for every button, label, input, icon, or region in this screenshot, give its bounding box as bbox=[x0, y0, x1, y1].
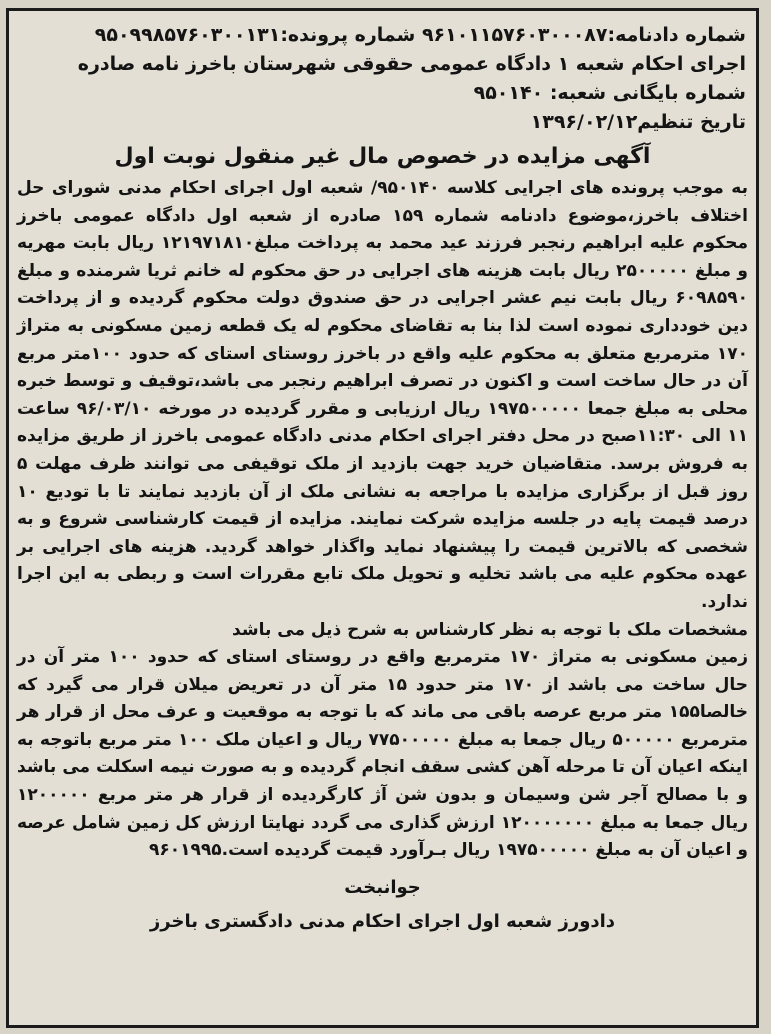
signer-organization: دادورز شعبه اول اجرای احکام مدنی دادگستری باخرز bbox=[149, 910, 616, 932]
legal-notice bbox=[6, 8, 759, 1028]
signer-name: جوانبخت bbox=[344, 876, 421, 898]
archive-number: شماره بایگانی شعبه: ۹۵۰۱۴۰ bbox=[473, 82, 746, 104]
notice-title: آگهی مزایده در خصوص مال غیر منقول نوبت اول bbox=[114, 144, 651, 169]
issue-date: تاریخ تنظیم۱۳۹۶/۰۲/۱۲ bbox=[530, 111, 746, 133]
notice-body bbox=[9, 175, 756, 865]
auction-paragraph: به موجب پرونده های اجرایی کلاسه ۹۵۰۱۴۰/ شعبه اول اجرای احکام مدنی شورای حل اختلاف باخرز،موضوع دادنامه شماره ۱۵۹ صادره از شعبه اول دادگاه عمومی باخرز محکوم علیه ابراهیم رنجبر فرزند عید محمد به پرداخت مبلغ۱۲۱۹۷۱۸۱۰ ریال بابت مهریه و مبلغ ۲۵۰۰۰۰۰ ریال بابت هزینه های اجرایی در حق محکوم له خانم ثریا شرمنده و مبلغ ۶۰۹۸۵۹۰ ریال بابت نیم عشر اجرایی در حق صندوق دولت محکوم گردیده و از پرداخت دین خودداری نموده است لذا بنا به تقاضای محکوم له یک قطعه زمین مسکونی به متراژ ۱۷۰ مترمربع متعلق به محکوم علیه واقع در باخرز روستای استای که حدود ۱۰۰متر مربع آن در حال ساخت است و اکنون در تصرف ابراهیم رنجبر می باشد،توقیف و توسط خبره محلی به مبلغ جمعا ۱۹۷۵۰۰۰۰۰ ریال ارزیابی و مقرر گردیده در مورخه ۹۶/۰۳/۱۰ ساعت ۱۱ الی ۱۱:۳۰صبح در محل دفتر اجرای احکام مدنی دادگاه عمومی باخرز از طریق مزایده به فروش برسد. متقاضیان خرید جهت بازدید از ملک توقیفی می توانند ظرف مهلت ۵ روز قبل از برگزاری مزایده با مراجعه به نشانی ملک از آن بازدید نمایند تا با تودیع ۱۰ درصد قیمت پایه در جلسه مزایده شرکت نمایند. مزایده از قیمت کارشناسی شروع و به شخصی که بالاترین قیمت را پیشنهاد نماید واگذار خواهد گردید. هزینه های اجرایی بر عهده محکوم علیه می باشد تخلیه و تحویل ملک تابع مقررات است و ربطی به این اجرا ندارد. bbox=[17, 178, 749, 612]
property-spec-paragraph: زمین مسکونی به متراژ ۱۷۰ مترمربع واقع در روستای استای که حدود ۱۰۰ متر آن در حال ساخت می باشد از ۱۷۰ متر حدود ۱۵ متر آن در تعریض میلان قرار می گیرد که خالصا۱۵۵ متر مربع عرصه باقی می ماند که با توجه به موقعیت و عرف محل از قرار هر مترمربع ۵۰۰۰۰۰ ریال جمعا به مبلغ ۷۷۵۰۰۰۰۰ ریال و اعیان ملک ۱۰۰ متر مربع باتوجه به اینکه اعیان آن تا مرحله آهن کشی سقف انجام گردیده و به صورت نیمه اسکلت می باشد و با مصالح آجر شن وسیمان و بدون شن آژ کارگردیده از قرار هر متر مربع ۱۲۰۰۰۰۰ ریال جمعا به مبلغ ۱۲۰۰۰۰۰۰۰ ارزش گذاری می گردد نهایتا ارزش کل زمین شامل عرصه و اعیان آن به مبلغ ۱۹۷۵۰۰۰۰۰ ریال بـرآورد قیمت گردیده است.۹۶۰۱۹۹۵ bbox=[17, 647, 749, 861]
court-branch: اجرای احکام شعبه ۱ دادگاه عمومی حقوقی شهرستان باخرز نامه صادره bbox=[77, 53, 746, 75]
property-spec-heading: مشخصات ملک با توجه به نظر کارشناس به شرح ذیل می باشد bbox=[232, 619, 748, 640]
notice-header bbox=[9, 11, 756, 137]
judgment-case-number: شماره دادنامه:۹۶۱۰۱۱۵۷۶۰۳۰۰۰۸۷ شماره پرونده:۹۵۰۹۹۸۵۷۶۰۳۰۰۱۳۱ bbox=[94, 24, 746, 46]
